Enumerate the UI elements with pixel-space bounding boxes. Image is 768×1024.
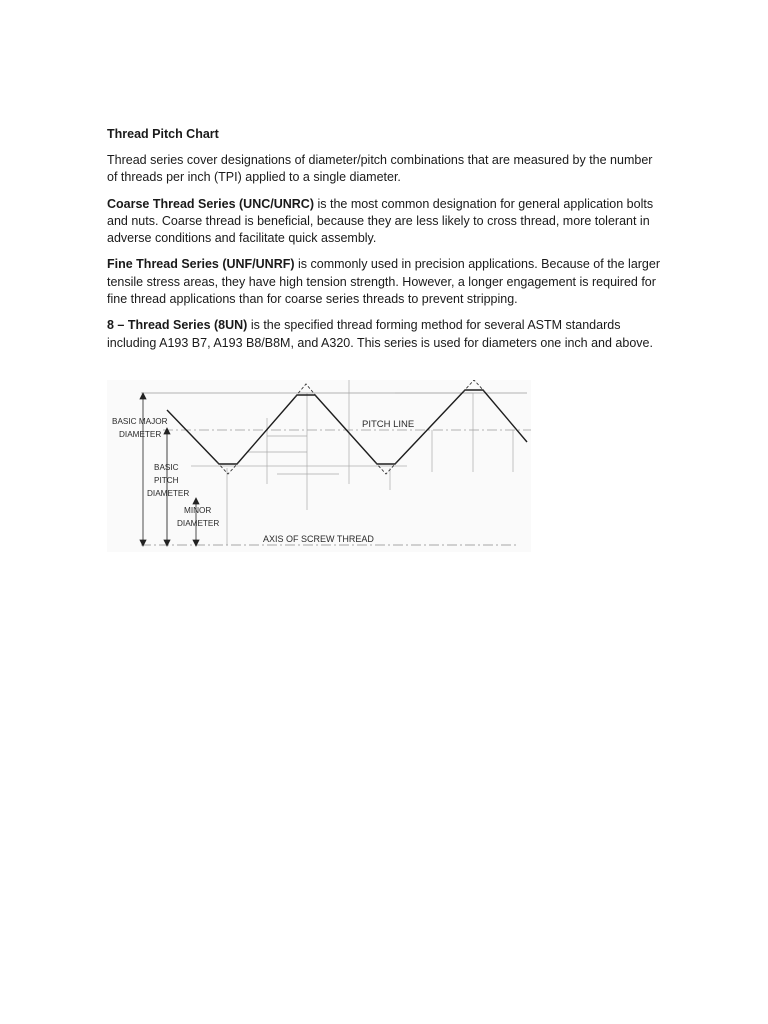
fine-thread-term: Fine Thread Series (UNF/UNRF) bbox=[107, 257, 295, 272]
coarse-thread-paragraph bbox=[107, 196, 663, 248]
fine-thread-paragraph bbox=[107, 256, 663, 308]
label-minor-2: DIAMETER bbox=[177, 519, 220, 528]
8un-thread-paragraph bbox=[107, 317, 663, 352]
label-basic-pitch-2: PITCH bbox=[154, 476, 179, 485]
document-body bbox=[107, 126, 663, 361]
label-axis-of-screw-thread: AXIS OF SCREW THREAD bbox=[263, 534, 374, 544]
8un-thread-text: is the specified thread forming method for several ASTM standards including A193 B7, A193 B8/B8M, and A320. This series is used for diameters one inch and above. bbox=[107, 318, 653, 350]
coarse-thread-term: Coarse Thread Series (UNC/UNRC) bbox=[107, 196, 314, 211]
label-pitch-line: PITCH LINE bbox=[362, 419, 415, 430]
label-basic-pitch-1: BASIC bbox=[154, 463, 179, 472]
label-basic-major-2: DIAMETER bbox=[119, 430, 162, 439]
fine-thread-text: is commonly used in precision applications. Because of the larger tensile stress areas, they have high tension strength. However, a longer engagement is required for fine thread applications than for coarse series threads to prevent stripping. bbox=[107, 257, 660, 307]
thread-profile-svg bbox=[107, 380, 531, 552]
label-basic-major-1: BASIC MAJOR bbox=[112, 417, 168, 426]
coarse-thread-text: is the most common designation for general application bolts and nuts. Coarse thread is beneficial, because they are less likely to cross thread, more tolerant in adverse conditions and facilitate quick assembly. bbox=[107, 196, 654, 246]
8un-thread-term: 8 – Thread Series (8UN) bbox=[107, 318, 248, 333]
label-minor-1: MINOR bbox=[184, 506, 212, 515]
thread-profile-diagram bbox=[107, 380, 531, 552]
label-basic-pitch-3: DIAMETER bbox=[147, 489, 190, 498]
document-title: Thread Pitch Chart bbox=[107, 127, 219, 141]
intro-paragraph: Thread series cover designations of diameter/pitch combinations that are measured by the number of threads per inch (TPI) applied to a single diameter. bbox=[107, 153, 653, 185]
